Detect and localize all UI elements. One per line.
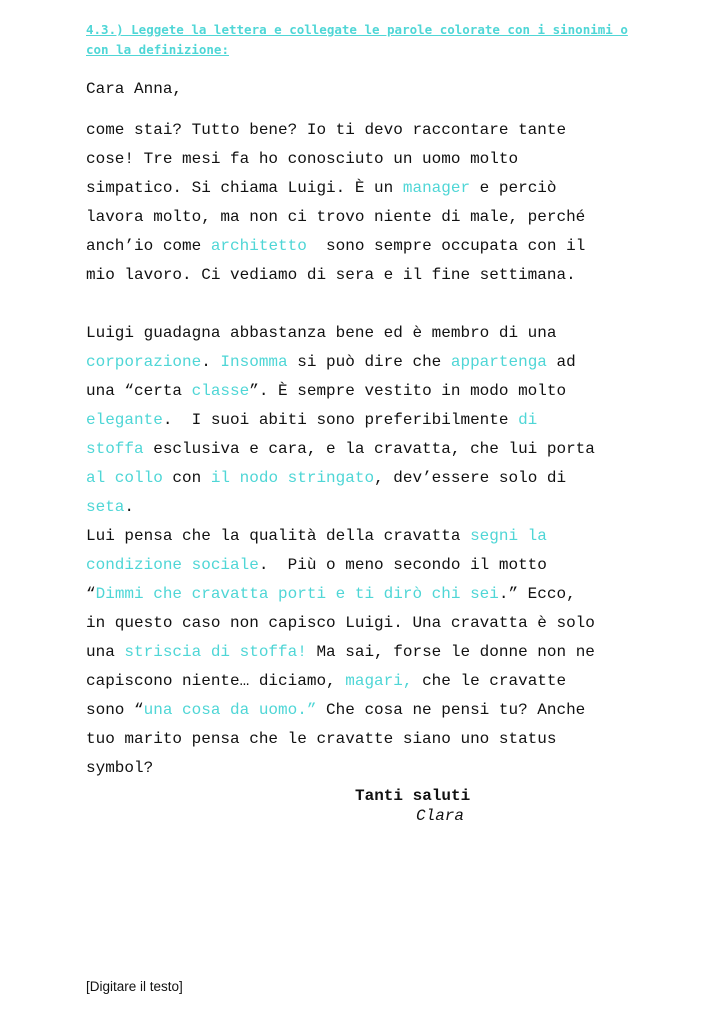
text-segment: si può dire che — [287, 353, 451, 371]
highlighted-word: Insomma — [220, 353, 288, 371]
highlighted-word: architetto — [210, 237, 307, 255]
text-segment: symbol? — [86, 759, 154, 777]
letter-line — [86, 319, 595, 348]
footer-placeholder-text[interactable]: [Digitare il testo] — [86, 979, 183, 994]
highlighted-word: corporazione — [86, 353, 202, 371]
text-segment: Luigi guadagna abbastanza bene ed è membro di una — [86, 324, 557, 342]
text-segment: in questo caso non capisco Luigi. Una cravatta è solo — [86, 614, 595, 632]
highlighted-word: Dimmi che cravatta porti e ti dirò chi sei — [95, 585, 499, 603]
text-segment: cose! Tre mesi fa ho conosciuto un uomo molto — [86, 150, 519, 168]
letter-salutation: Cara Anna, — [86, 80, 183, 98]
text-segment: esclusiva e cara, e la cravatta, che lui porta — [143, 440, 595, 458]
letter-line — [86, 638, 595, 667]
letter-line — [86, 232, 595, 261]
text-segment: mio lavoro. Ci vediamo di sera e il fine settimana. — [86, 266, 576, 284]
letter-closing: Tanti saluti — [355, 787, 471, 805]
highlighted-word: manager — [402, 179, 471, 197]
letter-paragraph-1 — [86, 116, 595, 290]
letter-line — [86, 696, 595, 725]
text-segment: sono sempre occupata con il — [306, 237, 586, 255]
letter-line — [86, 203, 595, 232]
text-segment: “ — [86, 585, 96, 603]
highlighted-word: stoffa — [86, 440, 144, 458]
letter-line — [86, 580, 595, 609]
text-segment: . — [124, 498, 135, 516]
letter-line — [86, 145, 595, 174]
text-segment: che le cravatte — [412, 672, 567, 690]
letter-line — [86, 116, 595, 145]
highlighted-word: appartenga — [450, 353, 547, 371]
text-segment: lavora molto, ma non ci trovo niente di male, perché — [86, 208, 586, 226]
letter-body — [86, 116, 595, 783]
letter-line — [86, 435, 595, 464]
text-segment: Ma sai, forse le donne non ne — [306, 643, 595, 661]
letter-line — [86, 174, 595, 203]
highlighted-word: di — [518, 411, 538, 429]
letter-line — [86, 377, 595, 406]
text-segment: anch’io come — [86, 237, 211, 255]
letter-line — [86, 261, 595, 290]
letter-line — [86, 406, 595, 435]
text-segment: capiscono niente… diciamo, — [86, 672, 346, 690]
letter-paragraph-2 — [86, 319, 595, 783]
text-segment: . Più o meno secondo il motto — [258, 556, 547, 574]
highlighted-word: magari, — [345, 672, 413, 690]
highlighted-word: seta — [86, 498, 125, 516]
text-segment: sono “ — [86, 701, 144, 719]
text-segment: tuo marito pensa che le cravatte siano uno status — [86, 730, 557, 748]
text-segment: . — [201, 353, 221, 371]
letter-line — [86, 551, 595, 580]
text-segment: con — [162, 469, 211, 487]
text-segment: .” Ecco, — [498, 585, 576, 603]
letter-signature: Clara — [416, 807, 465, 825]
highlighted-word: elegante — [86, 411, 163, 429]
exercise-heading: 4.3.) Leggete la lettera e collegate le parole colorate con i sinonimi o con la definizione: — [86, 22, 628, 57]
text-segment: come stai? Tutto bene? Io ti devo raccontare tante — [86, 121, 567, 139]
letter-line — [86, 493, 595, 522]
highlighted-word: segni la — [470, 527, 547, 545]
letter-line — [86, 754, 595, 783]
text-segment: simpatico. Si chiama Luigi. È un — [86, 179, 403, 197]
paragraph-spacer — [86, 290, 595, 319]
text-segment: . I suoi abiti sono preferibilmente — [162, 411, 519, 429]
text-segment: Lui pensa che la qualità della cravatta — [86, 527, 471, 545]
letter-line — [86, 464, 595, 493]
text-segment: e perciò — [470, 179, 557, 197]
text-segment: , dev’essere solo di — [374, 469, 567, 487]
text-segment: una — [86, 643, 125, 661]
letter-line — [86, 667, 595, 696]
text-segment: una “certa — [86, 382, 192, 400]
letter-line — [86, 725, 595, 754]
highlighted-word: classe — [191, 382, 250, 400]
text-segment: ”. È sempre vestito in modo molto — [249, 382, 567, 400]
highlighted-word: striscia di stoffa! — [124, 643, 307, 661]
letter-line — [86, 522, 595, 551]
letter-line — [86, 348, 595, 377]
text-segment: ad — [546, 353, 576, 371]
letter-line — [86, 609, 595, 638]
highlighted-word: il nodo stringato — [210, 469, 375, 487]
highlighted-word: una cosa da uomo.” — [143, 701, 317, 719]
highlighted-word: al collo — [86, 469, 163, 487]
text-segment: Che cosa ne pensi tu? Anche — [316, 701, 586, 719]
highlighted-word: condizione sociale — [86, 556, 259, 574]
